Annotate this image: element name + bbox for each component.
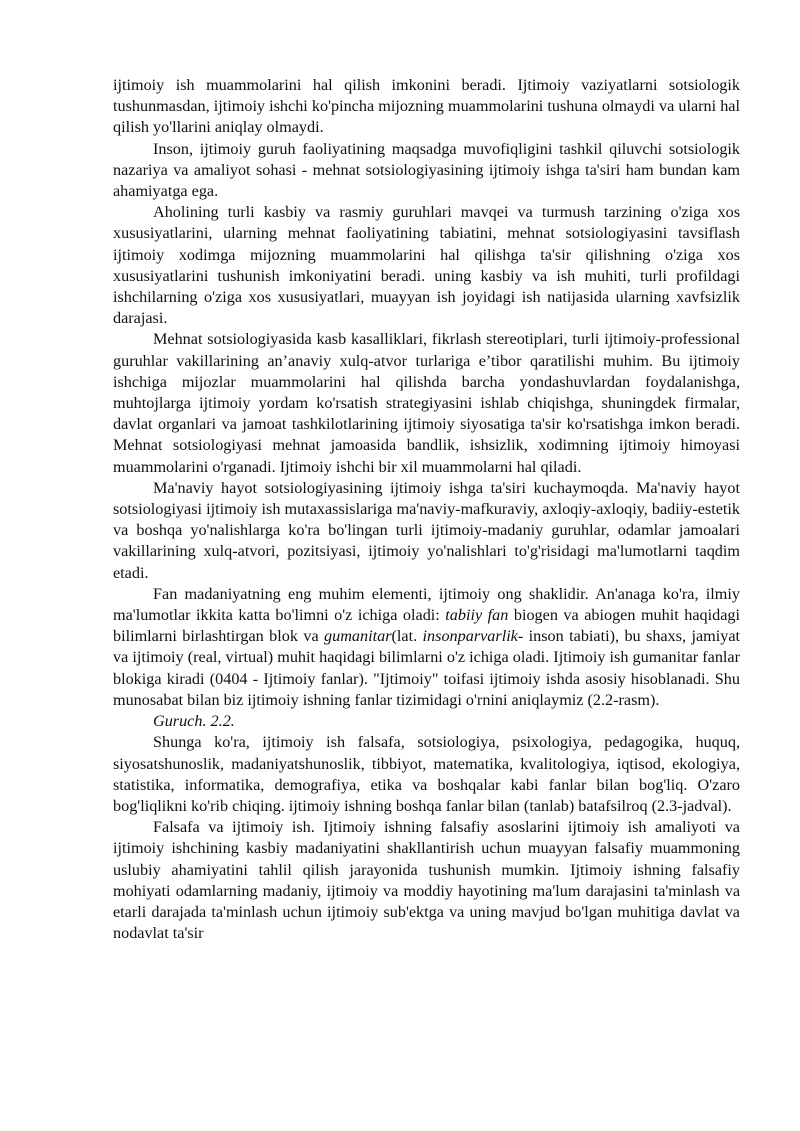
body-paragraph	[113, 817, 740, 944]
paragraph-text: Inson, ijtimoiy guruh faoliyatining maqsadga muvofiqligini tashkil qiluvchi sotsiologik nazariya va amaliyot sohasi - mehnat sotsiologiyasining ijtimoiy ishga ta'siri ham bundan kam ahamiyatga ega.	[113, 139, 740, 201]
figure-caption	[113, 711, 740, 732]
paragraph-text: Fan madaniyatning eng muhim elementi, ijtimoiy ong shaklidir. An'anaga ko'ra, ilmiy ma'lumotlar ikkita katta bo'limni o'z ichiga oladi:	[113, 584, 740, 625]
paragraph-text: Mehnat sotsiologiyasida kasb kasalliklari, fikrlash stereotiplari, turli ijtimoiy-professional guruhlar vakillarining an’anaviy xulq-atvor turlariga e’tibor qaratilishi muhim. Bu ijtimoiy ishchiga mijozlar muammolarini hal qilishda barcha yondashuvlardan foydalanishga, muhtojlarga ijtimoiy yordam ko'rsatish strategiyasini ishlab chiqishga, shuningdek firmalar, davlat organlari va jamoat tashkilotlarining ijtimoiy siyosatiga ta'sir ko'rsatishga imkon beradi. Mehnat sotsiologiyasi mehnat jamoasida bandlik, ishsizlik, xodimning ijtimoiy himoyasi muammolarini o'rganadi. Ijtimoiy ishchi bir xil muammolarni hal qiladi.	[113, 330, 740, 476]
paragraph-text: biogen va abiogen muhit haqidagi bilimlarni birlashtirgan blok va	[113, 606, 740, 646]
document-body	[113, 75, 740, 944]
italic-text: Guruch. 2.2.	[153, 712, 235, 731]
body-paragraph	[113, 478, 740, 584]
paragraph-text: Ma'naviy hayot sotsiologiyasining ijtimoiy ishga ta'siri kuchaymoqda. Ma'naviy hayot sotsiologiyasi ijtimoiy ish mutaxassislariga ma'naviy-mafkuraviy, axloqiy-axloqiy, badiiy-estetik va boshqa yo'nalishlarga ko'ra bo'lingan turli ijtimoiy-madaniy guruhlar, odamlar jamoalari vakillarining xulq-atvori, pozitsiyasi, ijtimoiy yo'nalishlari to'g'risidagi ma'lumotlarni taqdim etadi.	[113, 478, 740, 582]
body-paragraph	[113, 732, 740, 817]
paragraph-text: Aholining turli kasbiy va rasmiy guruhlari mavqei va turmush tarzining o'ziga xos xususiyatlarini, ularning mehnat faoliyatining tabiatini, mehnat sotsiologiyasini tavsiflash ijtimoiy xodimga mijozning muammolarini hal qilishga ta'sir qilishning o'ziga xos xususiyatlarini tushunish imkoniyatini beradi. uning kasbiy va ish muhiti, turli profildagi ishchilarning o'ziga xos xususiyatlari, muayyan ish joyidagi ish natijasida ularning xavfsizlik darajasi.	[113, 203, 740, 328]
paragraph-text: - inson tabiati), bu shaxs, jamiyat va ijtimoiy (real, virtual) muhit haqidagi bilimlarni o'z ichiga oladi. Ijtimoiy ish gumanitar fanlar blokiga kiradi (0404 - Ijtimoiy fanlar). "Ijtimoiy" toifasi ijtimoiy ishda asosiy hisoblanadi. Shu munosabat bilan biz ijtimoiy ishning fanlar tizimidagi o'rnini aniqlaymiz (2.2-rasm).	[113, 627, 741, 709]
italic-text: gumanitar	[324, 627, 392, 646]
body-paragraph	[113, 329, 740, 477]
body-paragraph	[113, 584, 740, 711]
paragraph-text: Falsafa va ijtimoiy ish. Ijtimoiy ishning falsafiy asoslarini ijtimoiy ish amaliyoti va ijtimoiy ishchining kasbiy madaniyatini shakllantirish uchun muayyan falsafiy muammoning uslubiy ahamiyatini tahlil qilish jarayonida tushunish mumkin. Ijtimoiy ishning falsafiy mohiyati odamlarning madaniy, ijtimoiy va moddiy hayotining ma'lum darajasini ta'minlash va etarli darajada ta'minlash uchun ijtimoiy sub'ektga va uning mavjud bo'lgan muhitiga davlat va nodavlat ta'sir	[113, 818, 740, 943]
paragraph-text: (lat.	[391, 627, 423, 646]
paragraph-text: ijtimoiy ish muammolarini hal qilish imkonini beradi. Ijtimoiy vaziyatlarni sotsiologik tushunmasdan, ijtimoiy ishchi ko'pincha mijozning muammolarini tushuna olmaydi va ularni hal qilish yo'llarini aniqlay olmaydi.	[113, 76, 740, 137]
italic-text: insonparvarlik	[422, 627, 518, 646]
italic-text: tabiiy fan	[445, 606, 509, 625]
body-paragraph	[113, 139, 740, 203]
body-paragraph	[113, 202, 740, 329]
body-paragraph	[113, 75, 740, 139]
paragraph-text: Shunga ko'ra, ijtimoiy ish falsafa, sotsiologiya, psixologiya, pedagogika, huquq, siyosatshunoslik, madaniyatshunoslik, tibbiyot, matematika, kvalitologiya, iqtisod, ekologiya, statistika, informatika, demografiya, etika va boshqalar kabi fanlar bilan bog'liq. O'zaro bog'liqlikni ko'rib chiqing. ijtimoiy ishning boshqa fanlar bilan (tanlab) batafsilroq (2.3-jadval).	[113, 733, 740, 815]
